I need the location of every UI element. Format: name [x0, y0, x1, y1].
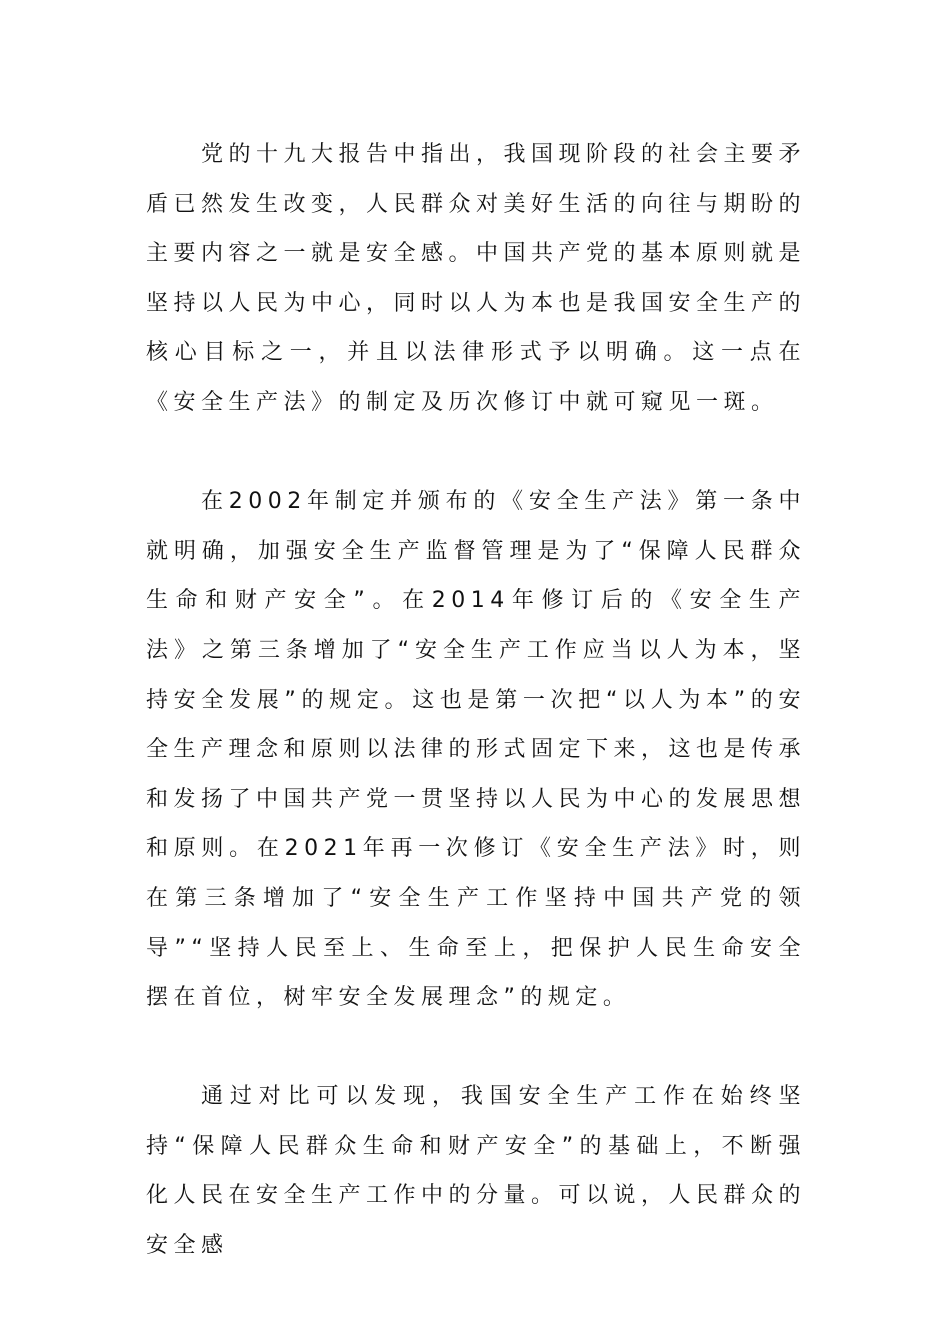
paragraph-2: 在2002年制定并颁布的《安全生产法》第一条中就明确，加强安全生产监督管理是为了“保障人民群众生命和财产安全”。在2014年修订后的《安全生产法》之第三条增加了“安全生产工作应当以人为本，坚持安全发展”的规定。这也是第一次把“以人为本”的安全生产理念和原则以法律的形式固定下来，这也是传承和发扬了中国共产党一贯坚持以人民为中心的发展思想和原则。在2021年再一次修订《安全生产法》时，则在第三条增加了“安全生产工作坚持中国共产党的领导”“坚持人民至上、生命至上，把保护人民生命安全摆在首位，树牢安全发展理念”的规定。 — [146, 489, 807, 1011]
document-body — [146, 130, 806, 1271]
paragraph-1: 党的十九大报告中指出，我国现阶段的社会主要矛盾已然发生改变，人民群众对美好生活的向往与期盼的主要内容之一就是安全感。中国共产党的基本原则就是坚持以人民为中心，同时以人为本也是我国安全生产的核心目标之一，并且以法律形式予以明确。这一点在《安全生产法》的制定及历次修订中就可窥见一斑。 — [146, 142, 807, 415]
paragraph-3: 通过对比可以发现，我国安全生产工作在始终坚持“保障人民群众生命和财产安全”的基础上，不断强化人民在安全生产工作中的分量。可以说，人民群众的安全感 — [146, 1084, 807, 1259]
